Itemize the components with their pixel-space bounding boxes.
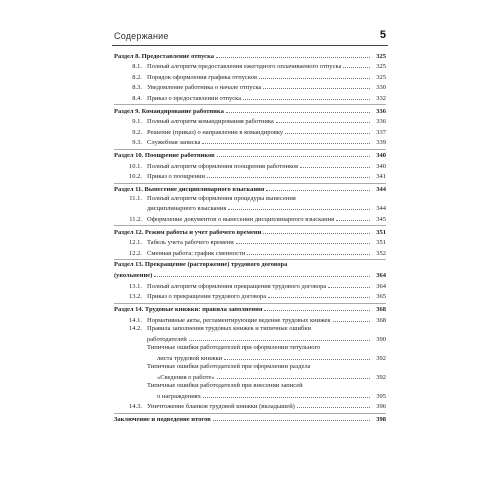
toc-entry[interactable] xyxy=(114,291,386,302)
toc-entry-title: Оформление документов о вынесении дисциплинарного взыскания xyxy=(147,215,335,223)
toc-entry-title: Нормативные акты, регламентирующие ведение трудовых книжек xyxy=(147,316,331,324)
toc-entry-continuation[interactable] xyxy=(114,353,386,364)
toc-entry[interactable] xyxy=(114,171,386,182)
toc-entry-page: 341 xyxy=(376,173,386,181)
toc-entry-page: 345 xyxy=(376,215,386,223)
toc-entry-title: Решение (приказ) о направлении в командировку xyxy=(147,128,284,136)
toc-entry[interactable] xyxy=(114,93,386,104)
toc-entry-title: работодателей xyxy=(147,335,187,343)
toc-entry-page: 395 xyxy=(376,392,386,400)
toc-entry-title: Служебная записка xyxy=(147,139,201,147)
toc-entry-page: 392 xyxy=(376,354,386,362)
toc-entry-page: 339 xyxy=(376,139,386,147)
dot-leader xyxy=(328,281,370,288)
dot-leader xyxy=(236,237,370,244)
toc-entry-continuation[interactable] xyxy=(114,334,386,345)
dot-leader xyxy=(226,106,370,113)
toc-entry-title: Заключение и подведение итогов xyxy=(114,416,211,424)
dot-leader xyxy=(333,315,370,322)
toc-entry[interactable] xyxy=(114,106,386,117)
toc-entry-title: Раздел 14. Трудовые книжки: правила заполнения xyxy=(114,306,263,314)
toc-entry[interactable] xyxy=(114,363,386,372)
toc-entry-number: 12.1. xyxy=(129,239,142,247)
toc-entry[interactable] xyxy=(114,237,386,248)
toc-entry-number: 9.3. xyxy=(132,139,142,147)
toc-entry-title: Уничтожение бланков трудовой книжки (вкладышей) xyxy=(147,403,295,411)
toc-entry-title: о награждениях xyxy=(157,392,201,400)
toc-entry-page: 337 xyxy=(376,128,386,136)
toc-entry-title: Табель учета рабочего времени xyxy=(147,239,234,247)
header-title: Содержание xyxy=(114,31,169,41)
toc-entry[interactable] xyxy=(114,315,386,326)
dot-leader xyxy=(213,414,370,421)
toc-entry-page: 336 xyxy=(376,107,386,115)
toc-entry-title: Порядок оформления графика отпусков xyxy=(147,73,258,81)
toc-entry-title: Раздел 9. Командирование работника xyxy=(114,107,224,115)
toc-entry[interactable] xyxy=(114,127,386,138)
toc-entry[interactable] xyxy=(114,401,386,412)
toc-entry[interactable] xyxy=(114,344,386,353)
toc-entry-number: 8.2. xyxy=(132,73,142,81)
toc-entry-number: 14.3. xyxy=(129,403,142,411)
toc-entry-number: 13.1. xyxy=(129,282,142,290)
toc-entry[interactable] xyxy=(114,227,386,238)
dot-leader xyxy=(266,184,370,191)
dot-leader xyxy=(268,291,370,298)
dot-leader xyxy=(224,353,370,360)
dot-leader xyxy=(276,116,370,123)
dot-leader xyxy=(189,334,370,341)
toc-entry-title: Правила заполнения трудовых книжек и типичные ошибки xyxy=(147,325,311,333)
dot-leader xyxy=(297,401,370,408)
toc-entry-title: Полный алгоритм оформления процедуры вынесения xyxy=(147,194,296,202)
toc-entry-number: 9.2. xyxy=(132,128,142,136)
toc-entry-number: 10.1. xyxy=(129,162,142,170)
toc-entry-number: 8.1. xyxy=(132,63,142,71)
toc-entry-title: листа трудовой книжки xyxy=(157,354,223,362)
toc-entry-page: 364 xyxy=(376,282,386,290)
dot-leader xyxy=(263,82,370,89)
toc-entry-title: Типичные ошибки работодателей при оформлении раздела xyxy=(147,363,311,371)
toc-entry-page: 344 xyxy=(376,186,386,194)
toc-entry-page: 344 xyxy=(376,205,386,213)
toc-entry[interactable] xyxy=(114,161,386,172)
toc-entry[interactable] xyxy=(114,61,386,72)
toc-entry-page: 396 xyxy=(376,403,386,411)
toc-entry-title: Приказ о поощрении xyxy=(147,173,205,181)
toc-entry-page: 364 xyxy=(376,272,386,280)
toc-entry-title: Приказ о предоставлении отпуска xyxy=(147,94,242,102)
dot-leader xyxy=(216,51,370,58)
toc-entry-title: Полный алгоритм оформления прекращения трудового договора xyxy=(147,282,327,290)
toc-entry-page: 390 xyxy=(376,335,386,343)
toc-entry-page: 392 xyxy=(376,373,386,381)
toc-entry-title: «Сведения о работе» xyxy=(157,373,215,381)
toc-entry-page: 325 xyxy=(376,63,386,71)
dot-leader xyxy=(217,150,370,157)
header-page-number: 5 xyxy=(379,29,386,41)
toc-entry-page: 325 xyxy=(376,52,386,60)
toc-entry[interactable] xyxy=(114,304,386,315)
toc-entry-number: 8.3. xyxy=(132,84,142,92)
toc-entry-page: 340 xyxy=(376,162,386,170)
toc-entry-title: дисциплинарного взыскания xyxy=(147,205,227,213)
toc-entry-title: Типичные ошибки работодателей при внесении записей xyxy=(147,382,303,390)
toc-entry-page: 365 xyxy=(376,293,386,301)
toc-entry-number: 13.2. xyxy=(129,293,142,301)
toc-entry[interactable] xyxy=(114,261,386,270)
toc-entry[interactable] xyxy=(114,248,386,259)
toc-entry-number: 9.1. xyxy=(132,118,142,126)
toc-entry-page: 352 xyxy=(376,249,386,257)
toc-entry-number: 10.2. xyxy=(129,173,142,181)
toc-entry-title: Раздел 13. Прекращение (расторжение) трудового договора xyxy=(114,261,288,269)
toc-entry-number: 11.1. xyxy=(129,194,142,202)
toc-entry-page: 336 xyxy=(376,118,386,126)
dot-leader xyxy=(343,61,370,68)
dot-leader xyxy=(228,203,370,210)
toc-entry-page: 368 xyxy=(376,316,386,324)
dot-leader xyxy=(207,171,370,178)
toc-entry-title: Сменная работа: график сменности xyxy=(147,249,246,257)
toc-entry[interactable] xyxy=(114,382,386,391)
toc-entry-title: Раздел 8. Предоставление отпуска xyxy=(114,52,214,60)
toc-entry-page: 330 xyxy=(376,84,386,92)
dot-leader xyxy=(247,248,370,255)
dot-leader xyxy=(203,391,370,398)
toc-entry-continuation[interactable] xyxy=(114,372,386,383)
dot-leader xyxy=(154,270,370,277)
dot-leader xyxy=(259,72,370,79)
toc-entry-title: Полный алгоритм оформления поощрения работников xyxy=(147,162,299,170)
running-header xyxy=(112,31,388,44)
toc-entry-title: Раздел 10. Поощрение работников xyxy=(114,152,215,160)
toc-entry[interactable] xyxy=(114,116,386,127)
toc-entry-number: 8.4. xyxy=(132,94,142,102)
toc-entry[interactable] xyxy=(114,72,386,83)
dot-leader xyxy=(263,227,370,234)
toc-entry-number: 14.2. xyxy=(129,325,142,333)
toc-entry-page: 340 xyxy=(376,152,386,160)
toc-entry[interactable] xyxy=(114,51,386,62)
toc-entry-page: 351 xyxy=(376,239,386,247)
toc-entry-page: 398 xyxy=(376,416,386,424)
toc-entry-title: Полный алгоритм командирования работника xyxy=(147,118,274,126)
toc-entry-page: 351 xyxy=(376,228,386,236)
toc-entry[interactable] xyxy=(114,195,386,204)
toc-entry-continuation[interactable] xyxy=(114,203,386,214)
toc-entry[interactable] xyxy=(114,325,386,334)
toc-entry-number: 11.2. xyxy=(129,215,142,223)
toc-entry-title: Уведомление работника о начале отпуска xyxy=(147,84,262,92)
toc-entry[interactable] xyxy=(114,150,386,161)
dot-leader xyxy=(202,137,370,144)
toc-entry[interactable] xyxy=(114,214,386,225)
toc-entry-page: 332 xyxy=(376,94,386,102)
toc-entry[interactable] xyxy=(114,184,386,195)
toc-entry-title: Типичные ошибки работодателей при оформлении титульного xyxy=(147,344,321,352)
toc-entry[interactable] xyxy=(114,281,386,292)
toc-entry-title: Раздел 11. Вынесение дисциплинарного взыскания xyxy=(114,186,265,194)
toc-entry-title: Раздел 12. Режим работы и учет рабочего времени xyxy=(114,228,262,236)
toc-entry-title: Полный алгоритм предоставления ежегодного оплачиваемого отпуска xyxy=(147,63,342,71)
toc-entry[interactable] xyxy=(114,414,386,425)
toc-entry-continuation[interactable] xyxy=(114,391,386,402)
dot-leader xyxy=(336,214,370,221)
toc-entry-number: 14.1. xyxy=(129,316,142,324)
dot-leader xyxy=(285,127,370,134)
toc-entry-title: Приказ о прекращении трудового договора xyxy=(147,293,267,301)
header-divider xyxy=(112,45,388,46)
toc-entry-number: 12.2. xyxy=(129,249,142,257)
toc-entry-continuation[interactable] xyxy=(114,270,386,281)
toc-entry-title: (увольнение) xyxy=(114,272,153,280)
dot-leader xyxy=(300,161,370,168)
toc-entry-page: 325 xyxy=(376,73,386,81)
table-of-contents xyxy=(114,50,386,425)
dot-leader xyxy=(243,93,370,100)
dot-leader xyxy=(217,372,370,379)
dot-leader xyxy=(264,304,370,311)
toc-entry[interactable] xyxy=(114,137,386,148)
toc-entry[interactable] xyxy=(114,82,386,93)
toc-entry-page: 368 xyxy=(376,306,386,314)
